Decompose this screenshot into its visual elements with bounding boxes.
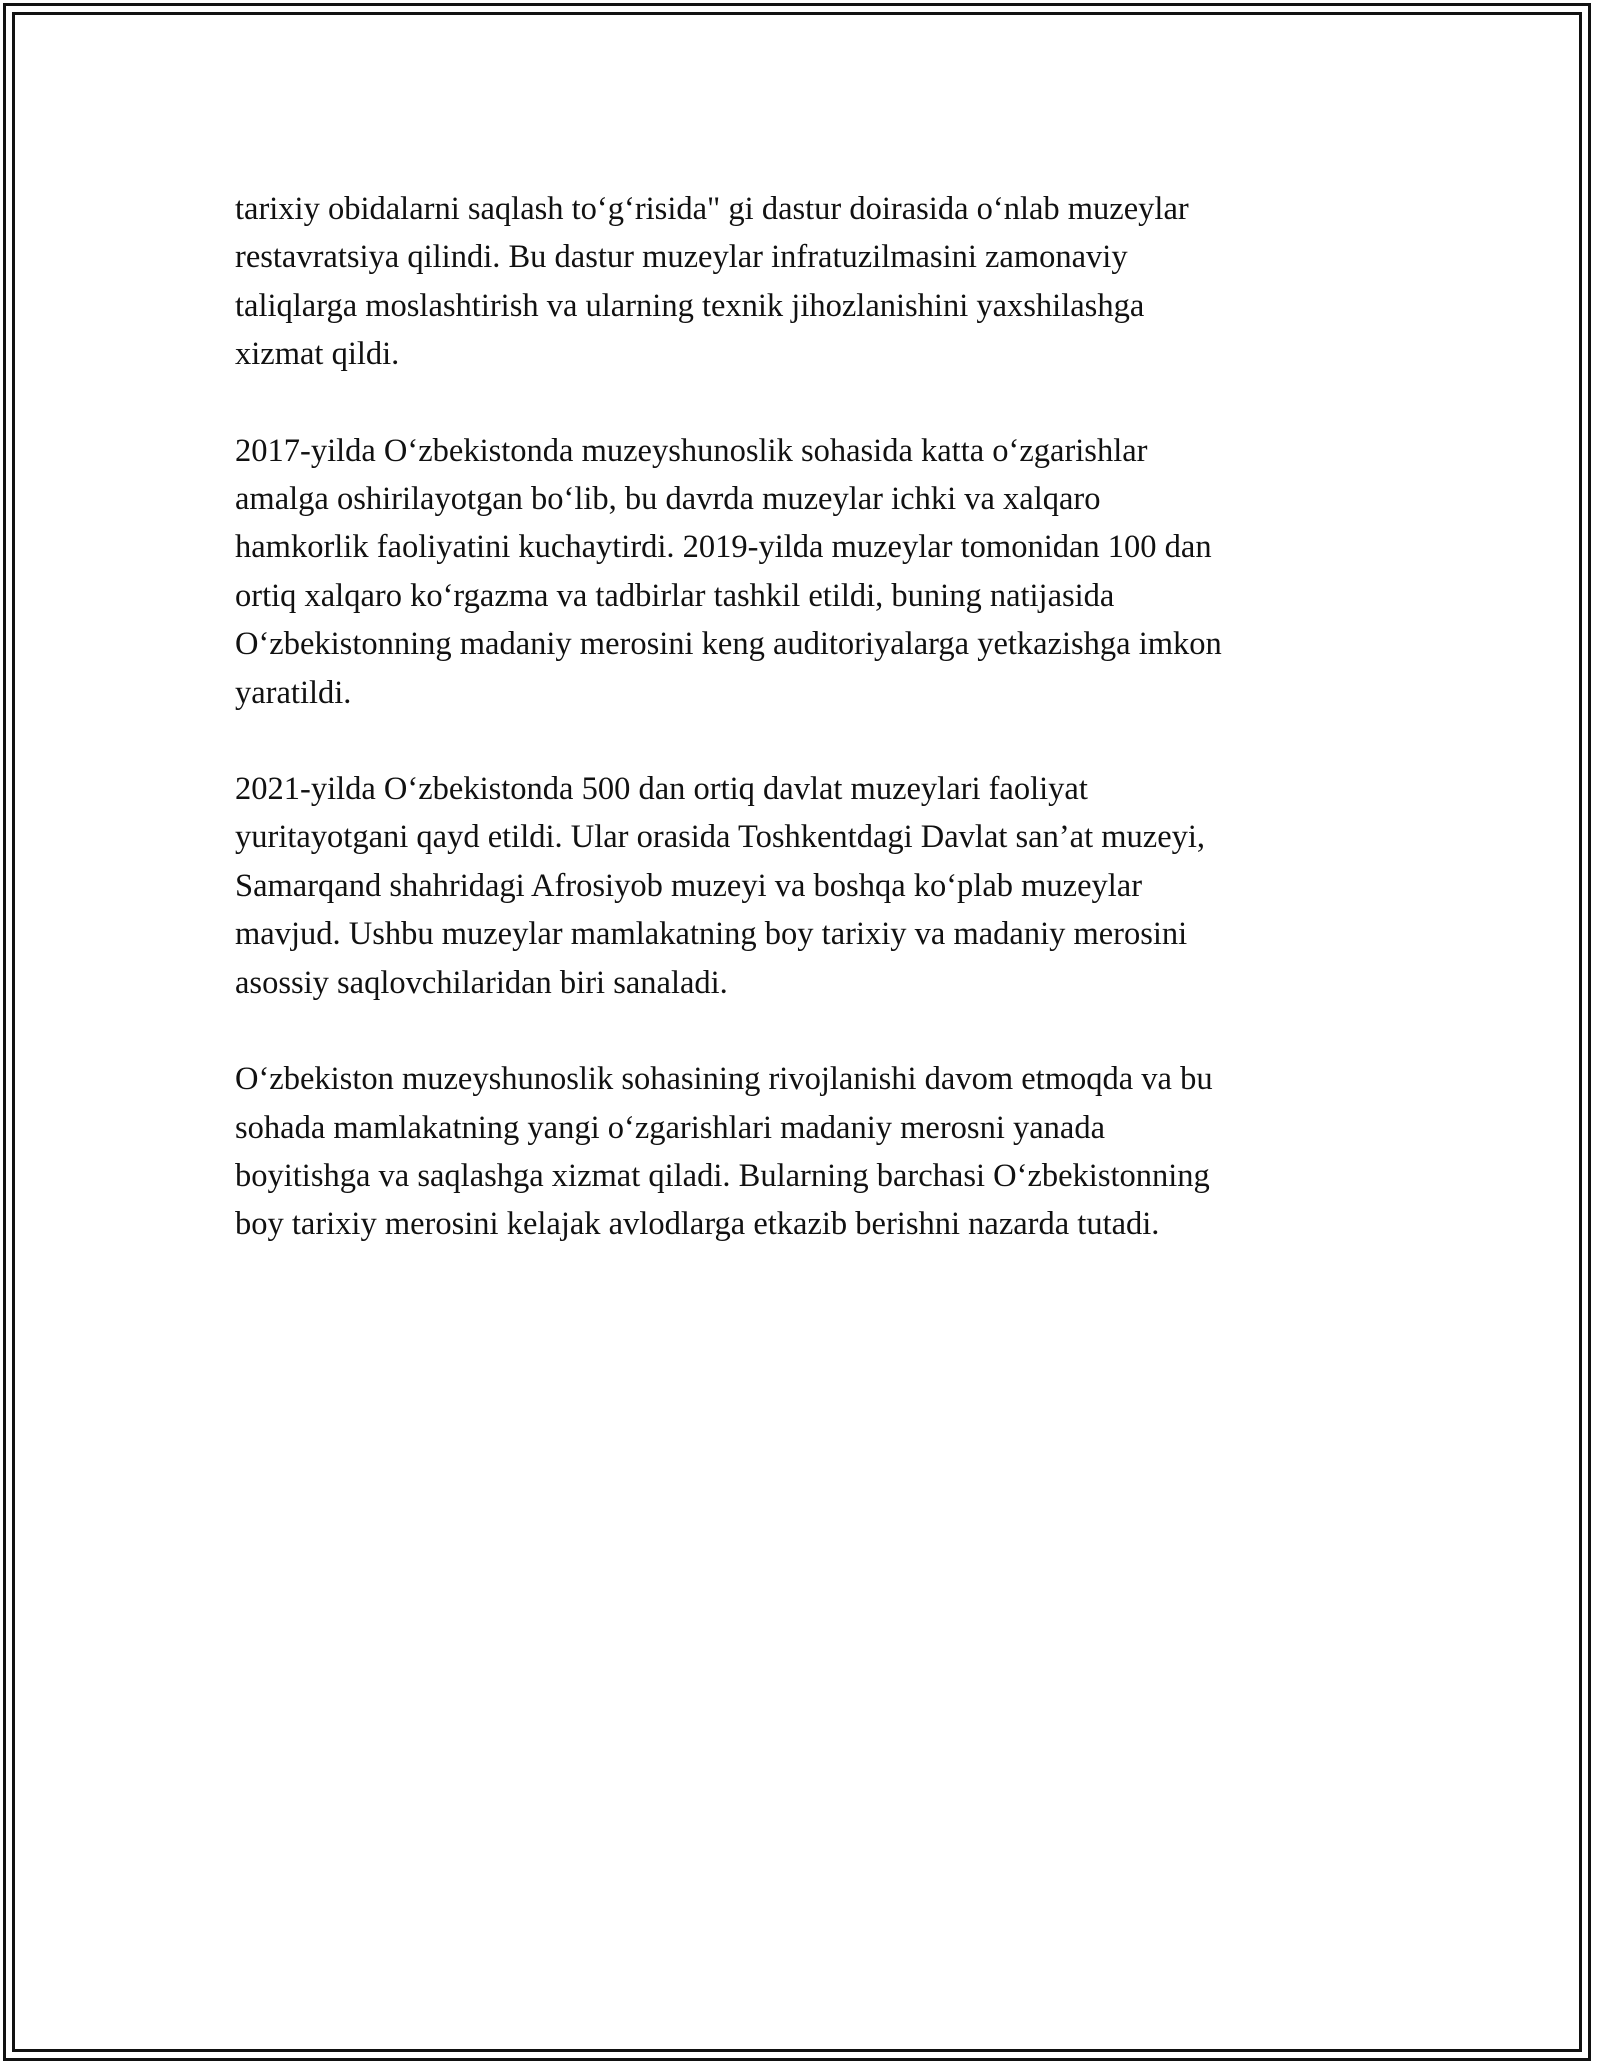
text-line: yuritayotgani qayd etildi. Ular orasida Toshkentdagi Davlat san’at muzeyi, <box>235 819 1206 856</box>
text-line: 2021-yilda O‘zbekistonda 500 dan ortiq davlat muzeylari faoliyat <box>235 771 1088 808</box>
text-line: asossiy saqlovchilaridan biri sanaladi. <box>235 964 728 1001</box>
text-line: mavjud. Ushbu muzeylar mamlakatning boy tarixiy va madaniy merosini <box>235 916 1188 953</box>
text-line: hamkorlik faoliyatini kuchaytirdi. 2019-yilda muzeylar tomonidan 100 dan <box>235 529 1212 566</box>
text-line: O‘zbekistonning madaniy merosini keng auditoriyalarga yetkazishga imkon <box>235 626 1222 663</box>
paragraph-1 <box>235 185 1375 379</box>
text-line: boyitishga va saqlashga xizmat qiladi. Bularning barchasi O‘zbekistonning <box>235 1157 1210 1194</box>
text-line: restavratsiya qilindi. Bu dastur muzeylar infratuzilmasini zamonaviy <box>235 239 1128 276</box>
paragraph-3 <box>235 765 1375 1007</box>
document-body <box>235 185 1375 1297</box>
text-line: ortiq xalqaro ko‘rgazma va tadbirlar tashkil etildi, buning natijasida <box>235 577 1115 614</box>
text-line: amalga oshirilayotgan bo‘lib, bu davrda muzeylar ichki va xalqaro <box>235 481 1101 518</box>
text-line: sohada mamlakatning yangi o‘zgarishlari madaniy merosni yanada <box>235 1109 1105 1146</box>
paragraph-2 <box>235 427 1375 717</box>
text-line: tarixiy obidalarni saqlash to‘g‘risida" gi dastur doirasida o‘nlab muzeylar <box>235 191 1189 227</box>
text-line: xizmat qildi. <box>235 336 400 373</box>
text-line: O‘zbekiston muzeyshunoslik sohasining rivojlanishi davom etmoqda va bu <box>235 1061 1213 1098</box>
text-line: 2017-yilda O‘zbekistonda muzeyshunoslik sohasida katta o‘zgarishlar <box>235 432 1148 469</box>
text-line: yaratildi. <box>235 674 352 711</box>
text-line: boy tarixiy merosini kelajak avlodlarga etkazib berishni nazarda tutadi. <box>235 1206 1160 1243</box>
paragraph-4 <box>235 1055 1375 1249</box>
text-line: Samarqand shahridagi Afrosiyob muzeyi va boshqa ko‘plab muzeylar <box>235 867 1143 904</box>
text-line: taliqlarga moslashtirish va ularning texnik jihozlanishini yaxshilashga <box>235 287 1145 324</box>
